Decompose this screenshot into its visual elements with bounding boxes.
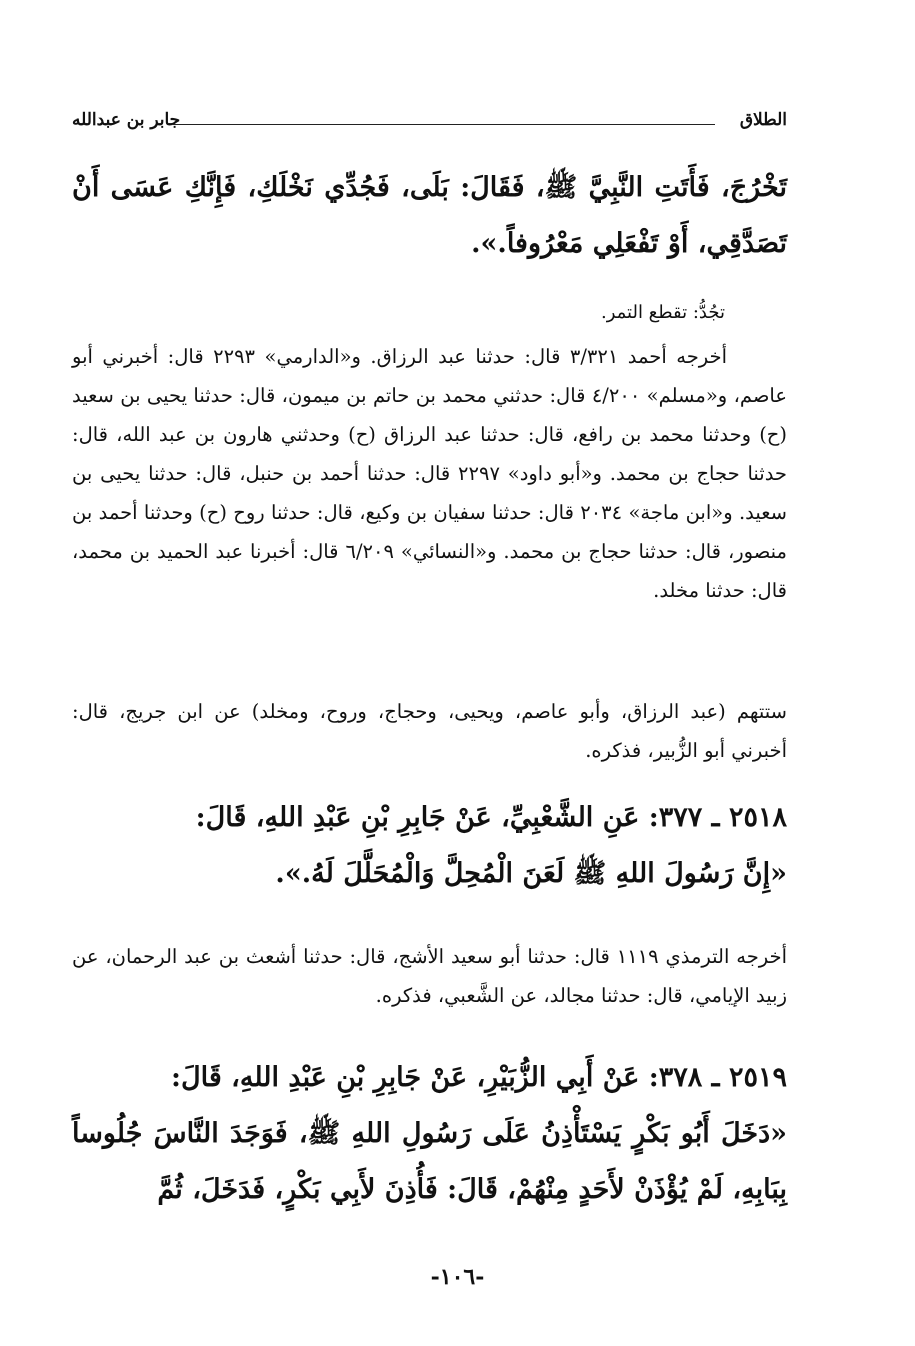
hadith-2518 [72,790,787,902]
hadith-2519-intro: ٢٥١٩ ـ ٣٧٨: عَنْ أَبِي الزُّبَيْرِ، عَنْ جَابِرِ بْنِ عَبْدِ اللهِ، قَالَ: [171,1062,787,1093]
running-header [72,108,787,138]
hadith-2519 [72,1050,787,1218]
hadith-2518-intro: ٢٥١٨ ـ ٣٧٧: عَنِ الشَّعْبِيِّ، عَنْ جَابِرِ بْنِ عَبْدِ اللهِ، قَالَ: [195,802,787,833]
hadith-2519-text: «دَخَلَ أَبُو بَكْرٍ يَسْتَأْذِنُ عَلَى رَسُولِ اللهِ ﷺ، فَوَجَدَ النَّاسَ جُلُوساً بِبَابِهِ، لَمْ يُؤْذَنْ لأَحَدٍ مِنْهُمْ، قَالَ: فَأُذِنَ لأَبِي بَكْرٍ، فَدَخَلَ، ثُمَّ [72,1118,787,1205]
header-section-title: الطلاق [739,110,787,130]
takhrij-paragraph-1 [72,337,787,610]
word-gloss: تجُدُّ: تقطع التمر. [600,302,725,323]
header-narrator-title: جابر بن عبدالله [72,110,181,130]
hadith-2518-text: «إِنَّ رَسُولَ اللهِ ﷺ لَعَنَ الْمُحِلَّ وَالْمُحَلَّلَ لَهُ.». [275,858,787,889]
takhrij-paragraph-2: أخرجه الترمذي ١١١٩ قال: حدثنا أبو سعيد الأشج، قال: حدثنا أشعث بن عبد الرحمان، عن زبيد الإيامي، قال: حدثنا مجالد، عن الشَّعبي، فذكره. [72,945,787,1007]
header-rule [172,124,715,125]
sources-summary: ستتهم (عبد الرزاق، وأبو عاصم، ويحيى، وحجاج، وروح، ومخلد) عن ابن جريج، قال: أخبرني أبو الزُّبير، فذكره. [72,700,787,762]
page-number: -١٠٦- [430,1264,485,1290]
takhrij-1-text: أخرجه أحمد ٣/٣٢١ قال: حدثنا عبد الرزاق. و«الدارمي» ٢٢٩٣ قال: أخبرني أبو عاصم، و«مسلم» ٤/٢٠٠ قال: حدثني محمد بن حاتم بن ميمون، قال: حدثنا يحيى بن سعيد (ح) وحدثنا محمد بن رافع، قال: حدثنا عبد الرزاق (ح) وحدثني هارون بن عبد الله، قال: حدثنا حجاج بن محمد. و«أبو داود» ٢٢٩٧ قال: حدثنا أحمد بن حنبل، قال: حدثنا يحيى بن سعيد. و«ابن ماجة» ٢٠٣٤ قال: حدثنا سفيان بن وكيع، قال: حدثنا روح (ح) وحدثنا أحمد بن منصور، قال: حدثنا حجاج بن محمد. و«النسائي» ٦/٢٠٩ قال: أخبرنا عبد الحميد بن محمد، قال: حدثنا مخلد. [72,345,788,602]
hadith-continuation: تَخْرُجَ، فَأَتَتِ النَّبِيَّ ﷺ، فَقَالَ: بَلَى، فَجُدِّي نَخْلَكِ، فَإِنَّكِ عَسَى أَنْ تَصَدَّقِي، أَوْ تَفْعَلِي مَعْرُوفاً.». [72,172,787,259]
